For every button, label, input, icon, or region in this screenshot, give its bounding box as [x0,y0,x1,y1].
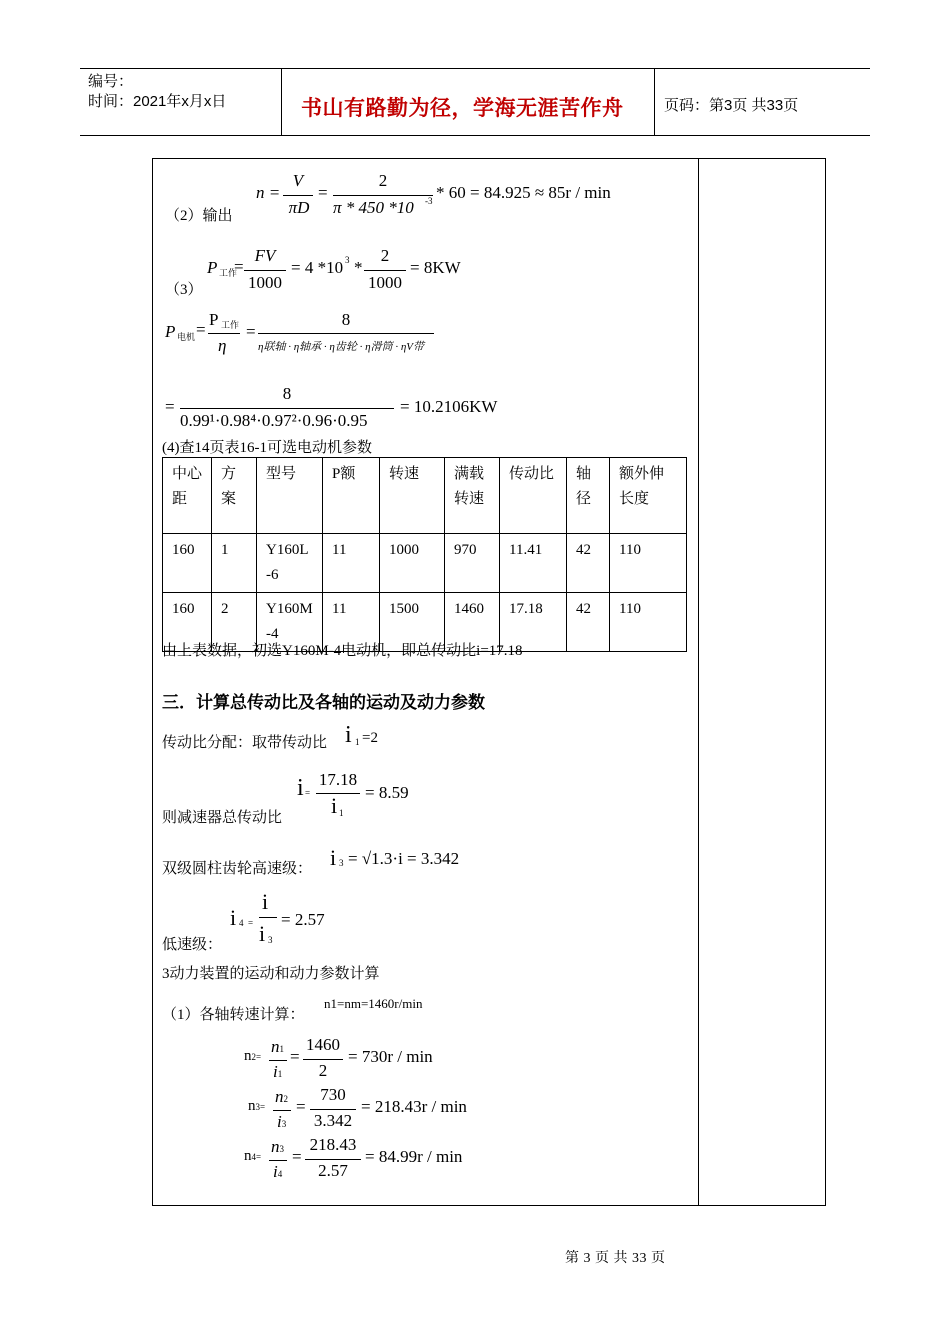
speed-calc-label: （1）各轴转速计算： [162,1007,305,1023]
eq-n-lhs: n = [256,183,281,202]
table-cell: Y160L-6 [257,534,323,593]
n4-rhs: = 84.99r / min [365,1147,463,1166]
table-cell: 42 [567,593,610,652]
reducer-rhs: = 8.59 [365,783,409,802]
power-calc-title: 3动力装置的运动和动力参数计算 [162,966,380,982]
n4-fraction-line [305,1159,361,1160]
eq-p-sub: 工作 [219,268,238,278]
ratio-alloc-eq: =2 [362,730,378,746]
n3-num: 730 [320,1085,346,1104]
eq-n-rhs: * 60 = 84.925 ≈ 85r / min [436,183,611,202]
high-stage-eq: = √1.3·i = 3.342 [348,849,460,868]
eq-p-exp: 3 [345,255,350,265]
table-cell: 42 [567,534,610,593]
eq-p-rhs: = 8KW [410,258,461,277]
n2-rhs: = 730r / min [348,1047,433,1066]
table-header-cell: P额 [323,458,380,534]
eq-p-2: 2 [380,246,390,265]
table-cell: 110 [610,534,687,593]
header-divider-left [281,68,282,135]
eq-n-den: π * 450 *10 [333,198,414,217]
header-divider-right [654,68,655,135]
page-footer: 第 3 页 共 33 页 [565,1251,666,1266]
eq-pm-numsub: 工作 [221,320,240,330]
table-cell: 1460 [445,593,500,652]
table-cell: 160 [163,593,212,652]
eq-p-1000: 1000 [248,273,282,292]
eq-pm-fraction-line [208,333,240,334]
content-box-right-column [698,158,699,1206]
motor-params-table [162,457,687,652]
low-stage-label: 低速级： [162,937,223,953]
eq-pm-fraction-line-2 [258,333,434,334]
eq-pm-den: η联轴 · η轴承 · η齿轮 · η滑筒 · ηV带 [258,341,425,353]
header-motto: 书山有路勤为径，学海无涯苦作舟 [301,97,624,120]
n3-den: 3.342 [313,1111,353,1130]
table-header-cell: 中心距 [163,458,212,534]
speed-n1: n1=nm=1460r/min [324,996,423,1011]
eq-final-num: 8 [282,384,292,403]
eq-n-fraction-line [283,195,313,196]
output-label: （2）输出 [165,208,233,224]
table-cell: 11.41 [500,534,567,593]
table-header-cell: 转速 [380,458,445,534]
eq-final-den: 0.99¹·0.98⁴·0.97²·0.96·0.95 [180,411,368,430]
doc-date-label: 时间：2021年x月x日 [88,93,227,110]
header-top-rule [80,68,870,69]
table-cell: 160 [163,534,212,593]
n2-num: 1460 [306,1035,340,1054]
eq-p-1000b: 1000 [368,273,402,292]
n4-num: 218.43 [309,1135,357,1154]
reducer-label: 则减速器总传动比 [162,810,283,826]
eq-p-fraction-line [244,270,286,271]
eq-p-lhs: P [207,258,218,277]
eq-pm-8: 8 [341,310,351,329]
n4-den: 2.57 [318,1161,348,1180]
table-header-cell: 方案 [212,458,257,534]
eq-p-fraction-line-2 [364,270,406,271]
eq-p-fv: FV [254,246,276,265]
eq-n-fraction-line-2 [333,195,433,196]
section-heading: 三．计算总传动比及各轴的运动及动力参数 [162,693,485,712]
eq-n-num: 2 [378,171,388,190]
header-bottom-rule [80,135,870,136]
table-note: 由上表数据，初选Y160M-4电动机，即总传动比i=17.18 [162,643,523,659]
ratio-alloc-label: 传动比分配：取带传动比 [162,735,328,751]
table-header-cell: 型号 [257,458,323,534]
eq-n-v: V [292,171,304,190]
table-header-cell: 额外伸长度 [610,458,687,534]
table-intro: (4)查14页表16-1可选电动机参数 [162,440,372,456]
eq-p-mid: = 4 *10 [291,258,344,277]
table-row [163,534,687,593]
eq-pm-eta: η [218,336,227,355]
table-header-cell: 传动比 [500,458,567,534]
low-stage-rhs: = 2.57 [281,910,325,929]
table-cell: 1 [212,534,257,593]
table-cell: Y160M-4 [257,593,323,652]
low-stage-fraction-line [259,917,277,918]
table-header-cell: 轴径 [567,458,610,534]
table-cell: 1500 [380,593,445,652]
reducer-fraction-line [316,793,360,794]
table-cell: 17.18 [500,593,567,652]
table-cell: 2 [212,593,257,652]
eq-n-pid: πD [288,198,310,217]
high-stage-label: 双级圆柱齿轮高速级： [162,861,313,877]
n3-fraction-line [310,1109,356,1110]
eq-p-times: * [354,258,363,277]
label-3: （3） [165,282,203,298]
table-cell: 1000 [380,534,445,593]
header-page-info: 页码：第3页 共33页 [664,97,799,114]
eq-final-rhs: = 10.2106KW [400,397,498,416]
n2-fraction-line [303,1059,343,1060]
eq-final-fraction-line [180,408,394,409]
table-cell: 11 [323,534,380,593]
eq-pm-num: P [209,310,219,329]
eq-n-exp: -3 [425,196,433,206]
table-cell: 970 [445,534,500,593]
n3-rhs: = 218.43r / min [361,1097,467,1116]
table-header-row [163,458,687,534]
eq-pm-sub: 电机 [177,332,196,342]
table-cell: 110 [610,593,687,652]
n2-den: 2 [318,1061,328,1080]
table-cell: 11 [323,593,380,652]
eq-pm-lhs: P [165,322,176,341]
table-header-cell: 满载转速 [445,458,500,534]
reducer-num: 17.18 [318,770,358,789]
doc-code-label: 编号： [88,73,134,90]
